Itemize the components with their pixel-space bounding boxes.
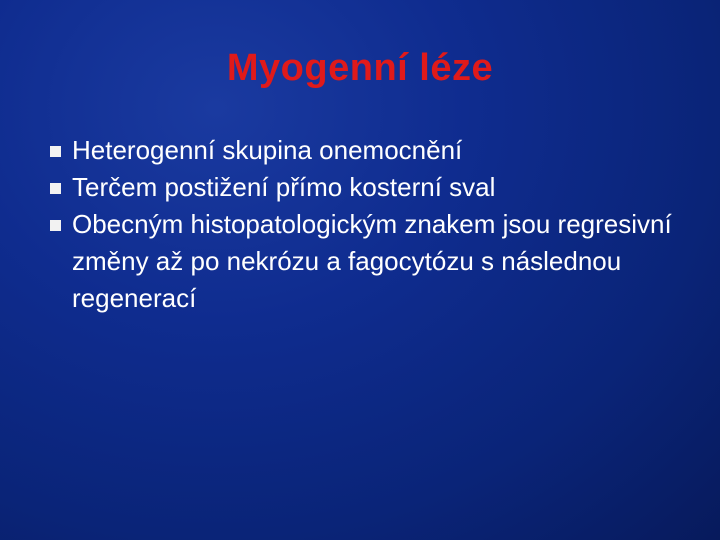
square-bullet-icon [50, 220, 61, 231]
bullet-text: Obecným histopatologickým znakem jsou regresivní změny až po nekrózu a fagocytózu s následnou regenerací [72, 209, 672, 313]
bullet-text: Heterogenní skupina onemocnění [72, 135, 463, 165]
bullet-item [50, 132, 690, 169]
bullet-list [50, 132, 690, 317]
bullet-text: Terčem postižení přímo kosterní sval [72, 172, 496, 202]
bullet-item [50, 169, 690, 206]
bullet-item [50, 206, 690, 317]
square-bullet-icon [50, 183, 61, 194]
square-bullet-icon [50, 146, 61, 157]
slide-title: Myogenní léze [226, 47, 494, 89]
